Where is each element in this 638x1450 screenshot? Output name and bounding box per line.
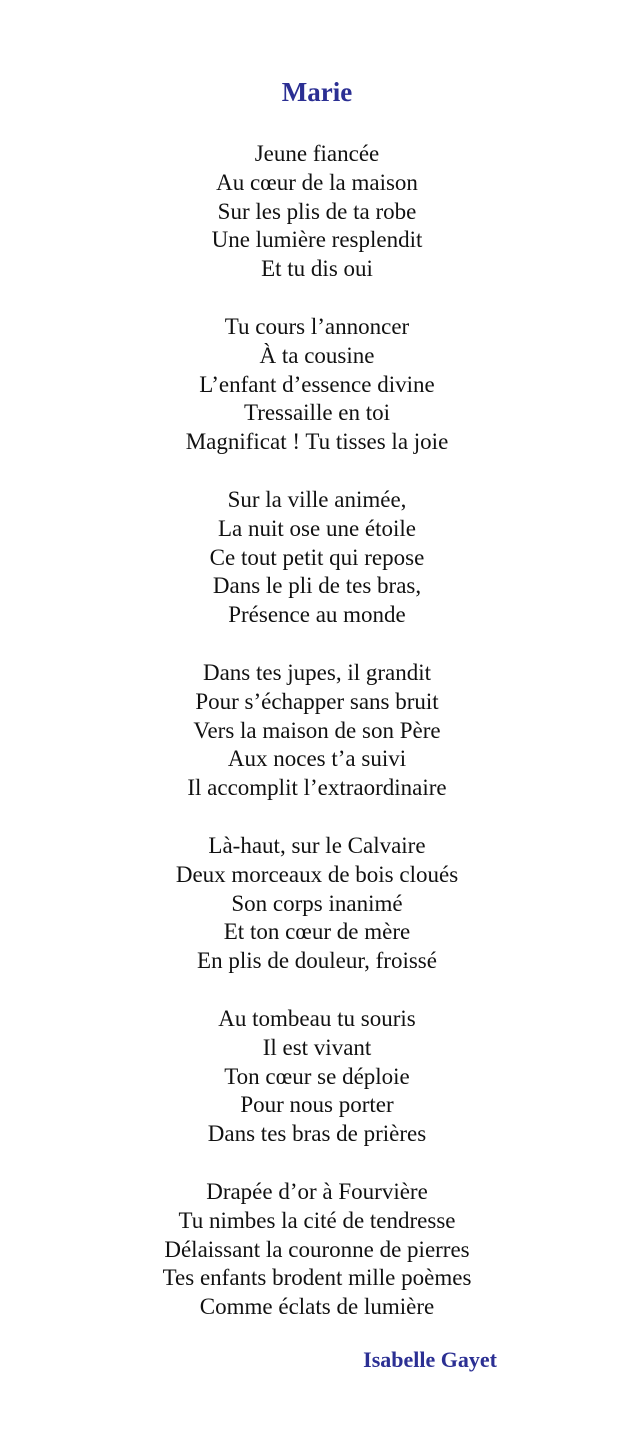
poem-line: Tressaille en toi [243, 400, 391, 426]
poem-line: Aux noces t’a suivi [227, 746, 407, 772]
stanza [0, 486, 634, 630]
poem-line: Tu cours l’annoncer [224, 313, 410, 339]
poem-line: Pour nous porter [240, 1092, 394, 1118]
poem-line: Dans le pli de tes bras, [212, 573, 422, 599]
stanza [0, 140, 634, 284]
poem-line: Pour s’échapper sans bruit [195, 688, 439, 714]
poem-line: Dans tes bras de prières [207, 1121, 427, 1147]
poem-line: Jeune fiancée [254, 141, 380, 166]
poem-line: Il accomplit l’extraordinaire [187, 775, 447, 801]
poem-line: Son corps inanimé [231, 890, 403, 916]
poem-line: Il est vivant [262, 1034, 372, 1060]
poem-line: En plis de douleur, froissé [197, 948, 437, 974]
poem-line: À ta cousine [259, 342, 375, 368]
poem-line: Drapée d’or à Fourvière [206, 1178, 428, 1204]
poem-line: Sur la ville animée, [227, 486, 407, 512]
author-signature: Isabelle Gayet [363, 1347, 497, 1372]
poem-line: Tu nimbes la cité de tendresse [178, 1207, 456, 1233]
poem-line: Ton cœur se déploie [224, 1063, 410, 1089]
poem-line: Et ton cœur de mère [223, 919, 411, 945]
poem-line: Ce tout petit qui repose [209, 544, 425, 570]
poem-line: Là-haut, sur le Calvaire [208, 832, 426, 858]
stanza [0, 1178, 634, 1322]
poem-line: Magnificat ! Tu tisses la joie [185, 429, 449, 455]
poem-line: Comme éclats de lumière [199, 1294, 435, 1320]
stanza [0, 659, 634, 803]
poem-line: Tes enfants brodent mille poèmes [162, 1265, 472, 1291]
poem-line: Sur les plis de ta robe [217, 198, 417, 224]
poem-line: Et tu dis oui [261, 256, 373, 282]
poem-line: Dans tes jupes, il grandit [202, 659, 432, 685]
poem-line: Présence au monde [228, 602, 406, 628]
poem-line: L’enfant d’essence divine [199, 371, 435, 397]
poem-line: Au cœur de la maison [216, 169, 418, 195]
poem-line: Délaissant la couronne de pierres [164, 1236, 470, 1262]
poem-line: Vers la maison de son Père [193, 717, 441, 743]
poem-body [0, 140, 634, 1351]
poem-line: Deux morceaux de bois cloués [175, 861, 459, 887]
poem-line: Une lumière resplendit [211, 227, 423, 253]
stanza [0, 313, 634, 457]
stanza [0, 832, 634, 976]
poem-line: Au tombeau tu souris [218, 1005, 416, 1031]
poem-title: Marie [281, 77, 353, 107]
poem-line: La nuit ose une étoile [218, 515, 416, 541]
stanza [0, 1005, 634, 1149]
